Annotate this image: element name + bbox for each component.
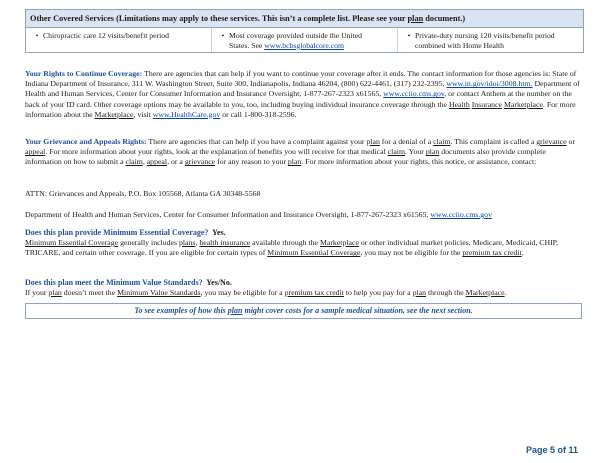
marketplace-glossary-link[interactable]: Marketplace bbox=[465, 288, 505, 297]
other-covered-services-box bbox=[25, 9, 584, 53]
plans-glossary-link[interactable]: plans bbox=[178, 238, 196, 247]
claim-glossary-link[interactable]: claim bbox=[433, 137, 451, 146]
appeal-glossary-link[interactable]: appeal bbox=[25, 147, 46, 157]
service-item: • Most coverage provided outside the United States. See www.bcbsglobalcore.com bbox=[211, 28, 397, 52]
health-glossary-link[interactable]: Health bbox=[448, 99, 470, 109]
insurance-glossary-link[interactable]: Insurance bbox=[471, 99, 502, 109]
grievance-glossary-link[interactable]: grievance bbox=[536, 137, 567, 146]
cciio-link[interactable]: www.cciio.cms.gov bbox=[383, 89, 445, 99]
bcbs-global-core-link[interactable]: www.bcbsglobalcore.com bbox=[264, 40, 345, 50]
other-covered-services-heading: Other Covered Services (Limitations may apply to these services. This isn’t a complete list. Please see your plan document.) bbox=[26, 10, 583, 28]
bullet-icon: • bbox=[407, 31, 411, 40]
continue-coverage-section: Your Rights to Continue Coverage: There are agencies that can help if you want to continue your coverage after it ends. The contact information for those agencies is: State of Indiana Department of Insurance, 311 W. Washington Street, Suite 300, Indianapolis, Indiana 46204, (800) 622-4461, (317) 232-2395, www.in.gov/idoi/3008.htm. Department of Health and Human Services, Center for Consumer Information and Insurance Oversight, 1-877-267-2323 x61565, www.cciio.cms.gov, or contact Anthem at the number on the back of your ID card. Other coverage options may be available to you, too, including buying individual insurance coverage through the Health Insurance Marketplace. For more information about the Marketplace, visit www.HealthCare.gov or call 1-800-318-2596. bbox=[25, 69, 580, 119]
plan-glossary-link[interactable]: plan bbox=[407, 14, 424, 23]
coverage-examples-banner: To see examples of how this plan might cover costs for a sample medical situation, see the next section. bbox=[25, 303, 582, 319]
healthcare-gov-link[interactable]: www.HealthCare.gov bbox=[152, 109, 221, 119]
mec-glossary-link[interactable]: Minimum Essential Coverage bbox=[267, 248, 361, 258]
service-item: • Chiropractic care 12 visits/benefit period bbox=[26, 28, 211, 52]
mvs-text: If your plan doesn’t meet the Minimum Value Standards, you may be eligible for a premium tax credit to help you pay for a plan through the Marketplace. bbox=[25, 288, 507, 297]
grievance-section: Your Grievance and Appeals Rights: There are agencies that can help if you have a complaint against your plan for a denial of a claim. This complaint is called a grievance or appeal. For more information about your rights, look at the explanation of benefits you will receive for that medical claim. Your plan documents also provide complete information on how to submit a claim, appeal, or a grievance for any reason to your plan. For more information about your rights, this notice, or assistance, contact: bbox=[25, 137, 576, 167]
page-number: Page 5 of 11 bbox=[525, 445, 578, 455]
bullet-icon: • bbox=[221, 31, 225, 40]
marketplace-glossary-link[interactable]: Marketplace bbox=[319, 238, 359, 247]
mec-glossary-link[interactable]: Minimum Essential Coverage bbox=[25, 238, 119, 247]
grievance-glossary-link[interactable]: grievance bbox=[184, 157, 216, 167]
cciio-link[interactable]: www.cciio.cms.gov bbox=[430, 210, 492, 219]
claim-glossary-link[interactable]: claim bbox=[387, 147, 406, 157]
mvs-glossary-link[interactable]: Minimum Value Standards bbox=[117, 288, 201, 297]
continue-coverage-heading: Your Rights to Continue Coverage: bbox=[25, 69, 143, 78]
mec-answer: Yes. bbox=[212, 228, 226, 237]
plan-glossary-link[interactable]: plan bbox=[287, 157, 302, 167]
plan-glossary-link[interactable]: plan bbox=[412, 288, 426, 297]
grievance-heading: Your Grievance and Appeals Rights: bbox=[25, 137, 147, 146]
appeal-glossary-link[interactable]: appeal bbox=[146, 157, 168, 167]
service-item: • Private-duty nursing 120 visits/benefit period combined with Home Health bbox=[397, 28, 583, 52]
mvs-question: Does this plan meet the Minimum Value Standards? Yes/No. bbox=[25, 278, 232, 287]
indiana-doi-link[interactable]: www.in.gov/idoi/3008.htm. bbox=[446, 79, 533, 89]
premium-tax-credit-glossary-link[interactable]: premium tax credit bbox=[462, 248, 522, 258]
claim-glossary-link[interactable]: claim bbox=[125, 157, 143, 167]
premium-tax-credit-glossary-link[interactable]: premium tax credit bbox=[284, 288, 344, 297]
mec-text: Minimum Essential Coverage generally includes plans, health insurance available through the Marketplace or other individual market policies, Medicare, Medicaid, CHIP, TRICARE, and certain other coverage. If you are eligible for certain types of Minimum Essential Coverage, you may not be eligible for the premium tax credit. bbox=[25, 238, 559, 258]
plan-glossary-link[interactable]: plan bbox=[48, 288, 62, 297]
marketplace-glossary-link[interactable]: Marketplace bbox=[503, 99, 543, 109]
plan-glossary-link[interactable]: plan bbox=[425, 147, 440, 157]
health-insurance-glossary-link[interactable]: health insurance bbox=[199, 238, 251, 247]
mvs-answer: Yes/No. bbox=[206, 278, 232, 287]
grievance-attn-address: ATTN: Grievances and Appeals, P.O. Box 105568, Atlanta GA 30348-5568 bbox=[25, 189, 261, 198]
services-row bbox=[26, 28, 583, 52]
plan-glossary-link[interactable]: plan bbox=[366, 137, 380, 146]
plan-glossary-link[interactable]: plan bbox=[227, 306, 243, 315]
hhs-contact-line: Department of Health and Human Services, Center for Consumer Information and Insurance Oversight, 1-877-267-2323 x61565, www.cciio.cms.gov bbox=[25, 210, 492, 219]
marketplace-glossary-link[interactable]: Marketplace bbox=[94, 109, 134, 119]
bullet-icon: • bbox=[35, 31, 39, 40]
mec-question: Does this plan provide Minimum Essential Coverage? Yes. bbox=[25, 228, 226, 237]
